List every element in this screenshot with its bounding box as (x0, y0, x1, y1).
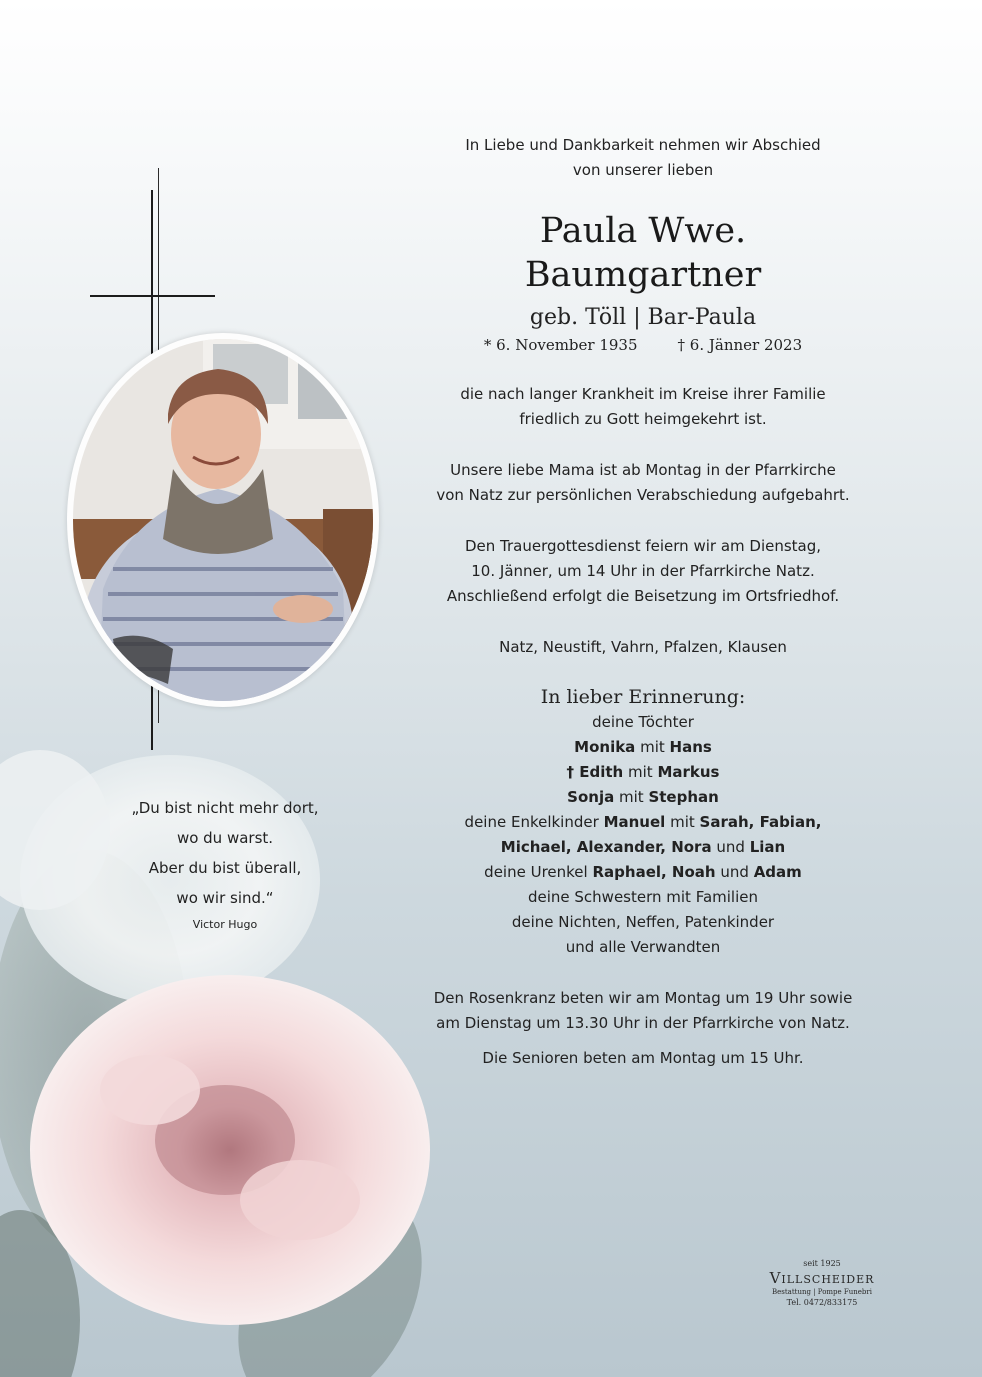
text-line: Den Trauergottesdienst feiern wir am Dienstag, (464, 537, 822, 555)
life-dates (418, 334, 868, 356)
deceased-name: Paula Wwe. Baumgartner (524, 211, 762, 295)
birth-name: geb. Töll | Bar-Paula (529, 305, 757, 330)
seniors-line: Die Senioren beten am Montag um 15 Uhr. (482, 1049, 804, 1067)
text-line: Den Rosenkranz beten wir am Montag um 19 Uhr sowie (433, 989, 853, 1007)
portrait-photo (73, 339, 373, 701)
family-line: Sonja mit Stephan (567, 788, 719, 806)
text-line: am Dienstag um 13.30 Uhr in der Pfarrkirche von Natz. (436, 1014, 850, 1032)
intro-line: von unserer lieben (572, 161, 714, 179)
family-line: deine Töchter (592, 713, 694, 731)
logo-brand: Villscheider (769, 1269, 875, 1287)
quote-line: wo du warst. (176, 829, 274, 847)
obituary-text (418, 133, 868, 1071)
logo-phone: Tel. 0472/833175 (786, 1298, 858, 1307)
rosary-paragraph (418, 986, 868, 1036)
viewing-paragraph (418, 458, 868, 508)
text-line: von Natz zur persönlichen Verabschiedung aufgebahrt. (436, 486, 850, 504)
death-date: † 6. Jänner 2023 (677, 336, 803, 354)
family-list (418, 710, 868, 960)
family-line: deine Nichten, Neffen, Patenkinder (511, 913, 775, 931)
passing-paragraph (418, 382, 868, 432)
text-line: Anschließend erfolgt die Beisetzung im Ortsfriedhof. (446, 587, 840, 605)
logo-subtitle: Bestattung | Pompe Funebri (771, 1288, 872, 1296)
text-line: Unsere liebe Mama ist ab Montag in der Pfarrkirche (450, 461, 836, 479)
places-line: Natz, Neustift, Vahrn, Pfalzen, Klausen (499, 638, 787, 656)
family-line: deine Enkelkinder Manuel mit Sarah, Fabian, (464, 813, 822, 831)
funeral-home-logo (752, 1259, 892, 1309)
family-line: und alle Verwandten (565, 938, 721, 956)
birth-date: * 6. November 1935 (483, 336, 638, 354)
logo-since: seit 1925 (803, 1259, 841, 1268)
family-line: Monika mit Hans (574, 738, 712, 756)
family-line: deine Schwestern mit Familien (527, 888, 759, 906)
family-line: Michael, Alexander, Nora und Lian (500, 838, 786, 856)
intro-line: In Liebe und Dankbarkeit nehmen wir Abschied (465, 136, 821, 154)
family-line: † Edith mit Markus (566, 763, 720, 781)
quote-author: Victor Hugo (192, 918, 258, 931)
text-line: 10. Jänner, um 14 Uhr in der Pfarrkirche Natz. (471, 562, 815, 580)
family-line: deine Urenkel Raphael, Noah und Adam (484, 863, 802, 881)
quote-line: „Du bist nicht mehr dort, (131, 799, 319, 817)
text-line: friedlich zu Gott heimgekehrt ist. (519, 410, 767, 428)
quote-block (110, 793, 340, 935)
text-line: die nach langer Krankheit im Kreise ihrer Familie (460, 385, 826, 403)
cross-horizontal-line (90, 295, 215, 297)
quote-line: Aber du bist überall, (148, 859, 302, 877)
funeral-paragraph (418, 534, 868, 609)
remembrance-title: In lieber Erinnerung: (540, 686, 746, 708)
quote-line: wo wir sind.“ (176, 889, 274, 907)
